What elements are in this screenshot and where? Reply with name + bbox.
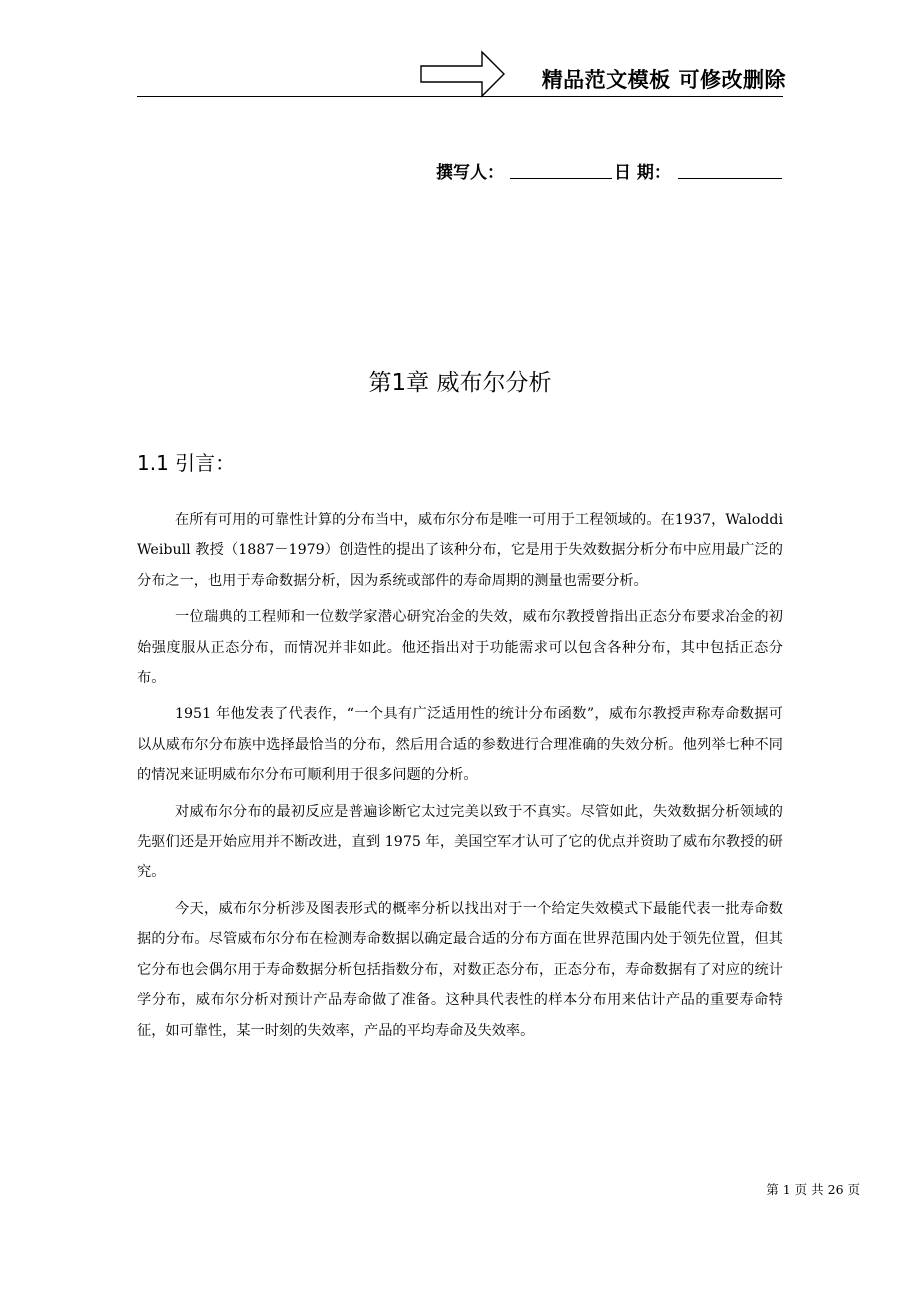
paragraph: 一位瑞典的工程师和一位数学家潜心研究冶金的失效，威布尔教授曾指出正态分布要求冶金的初始强度服从正态分布，而情况并非如此。他还指出对于功能需求可以包含各种分布，其中包括正态分布。	[137, 609, 783, 687]
paragraph: 1951 年他发表了代表作，“一个具有广泛适用性的统计分布函数”，威布尔教授声称寿命数据可以从威布尔分布族中选择最恰当的分布，然后用合适的参数进行合理准确的失效分析。他列举七种不同的情况来证明威布尔分布可顺利用于很多问题的分析。	[137, 706, 783, 784]
chapter-title: 第1章 威布尔分析	[368, 370, 552, 396]
arrow-right-icon	[420, 50, 506, 98]
paragraph: 在所有可用的可靠性计算的分布当中，威布尔分布是唯一可用于工程领域的。在1937，Waloddi Weibull 教授（1887－1979）创造性的提出了该种分布，它是用于失效数据分析分布中应用最广泛的分布之一，也用于寿命数据分析，因为系统或部件的寿命周期的测量也需要分析。	[137, 512, 783, 589]
header-title: 精品范文模板 可修改删除	[541, 68, 786, 92]
date-label: 日 期：	[614, 163, 671, 183]
header-divider	[137, 96, 783, 97]
author-label: 撰写人：	[436, 163, 504, 183]
section-title: 1.1 引言：	[137, 451, 236, 475]
paragraph: 今天，威布尔分析涉及图表形式的概率分析以找出对于一个给定失效模式下最能代表一批寿命数据的分布。尽管威布尔分布在检测寿命数据以确定最合适的分布方面在世界范围内处于领先位置，但其它分布也会偶尔用于寿命数据分析包括指数分布，对数正态分布，正态分布，寿命数据有了对应的统计学分布，威布尔分析对预计产品寿命做了准备。这种具代表性的样本分布用来估计产品的重要寿命特征，如可靠性，某一时刻的失效率，产品的平均寿命及失效率。	[137, 900, 783, 1039]
date-blank	[678, 178, 782, 179]
author-blank	[510, 178, 612, 179]
body-text	[137, 505, 783, 1052]
paragraph: 对威布尔分布的最初反应是普遍诊断它太过完美以致于不真实。尽管如此，失效数据分析领域的先驱们还是开始应用并不断改进，直到 1975 年，美国空军才认可了它的优点并资助了威布尔教授的研究。	[137, 803, 783, 881]
author-date-line	[430, 160, 790, 186]
page-number: 第 1 页 共 26 页	[766, 1182, 860, 1197]
